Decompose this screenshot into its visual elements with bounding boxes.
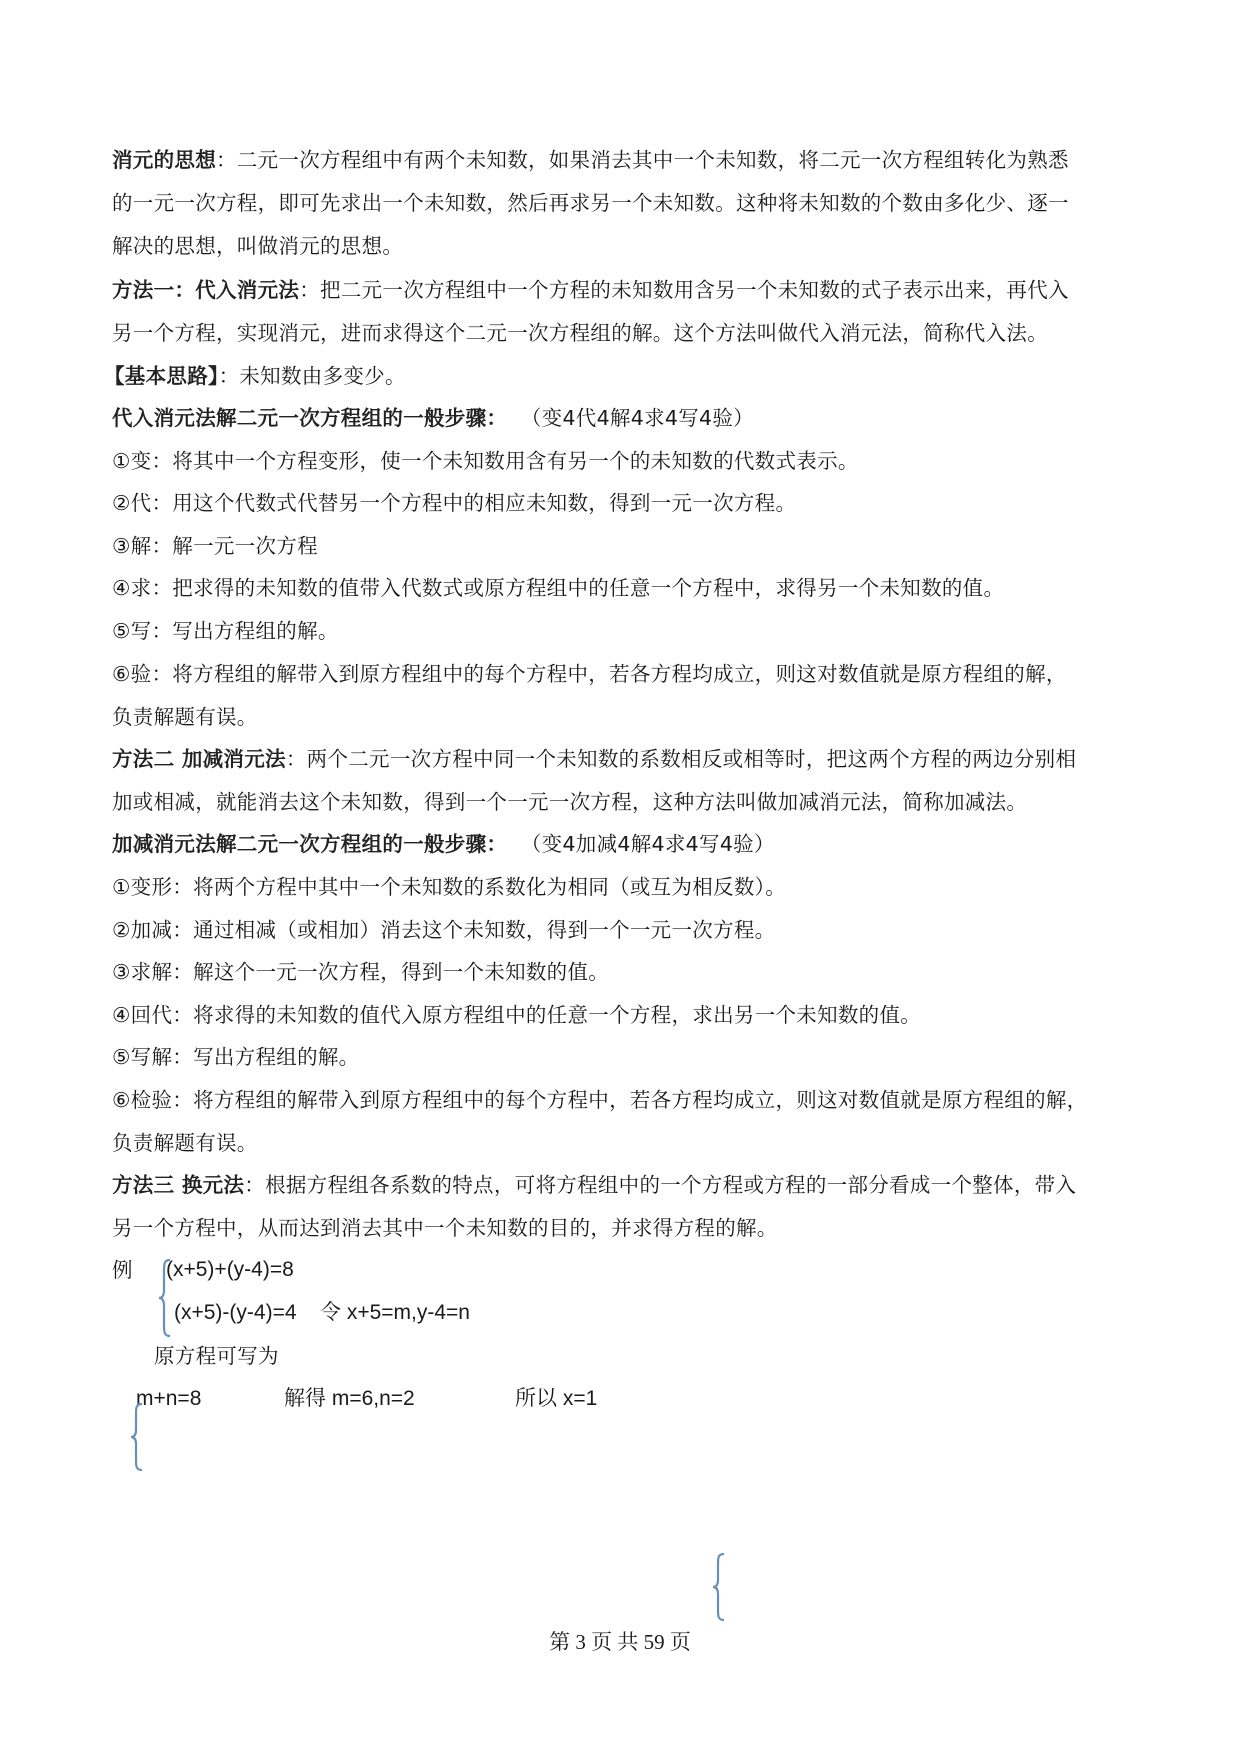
term-method-1: 方法一：代入消元法: [112, 278, 300, 302]
example-rewrite-label: 原方程可写为: [154, 1344, 279, 1368]
steps-mnemonic: （变4代4解4求4写4验）: [520, 406, 754, 430]
step-item: ④回代：将求得的未知数的值代入原方程组中的任意一个方程，求出另一个未知数的值。: [112, 1003, 922, 1027]
step-item: ②加减：通过相减（或相加）消去这个未知数，得到一个一元一次方程。: [112, 918, 776, 942]
paragraph-elimination-idea: 消元的思想：二元一次方程组中有两个未知数，如果消去其中一个未知数，将二元一次方程组转化为熟悉: [112, 148, 1069, 172]
text-line: 解决的思想，叫做消元的思想。: [112, 234, 404, 258]
left-brace-icon: [712, 1552, 728, 1622]
term-method-3: 方法三 换元法: [112, 1173, 245, 1197]
paragraph-basic-idea: 【基本思路】：未知数由多变少。: [104, 364, 406, 388]
example-conclusion: 所以 x=1: [515, 1387, 598, 1410]
example-label: 例: [112, 1258, 133, 1282]
step-item: ③求解：解这个一元一次方程，得到一个未知数的值。: [112, 960, 610, 984]
step-item: ④求：把求得的未知数的值带入代数式或原方程组中的任意一个方程中，求得另一个未知数的值。: [112, 576, 1005, 600]
paragraph-method-1: 方法一：代入消元法：把二元一次方程组中一个方程的未知数用含另一个未知数的式子表示出来，再代入: [112, 278, 1069, 302]
example-equation-3: m+n=8: [136, 1387, 202, 1410]
step-item-continued: 负责解题有误。: [112, 1131, 258, 1155]
text-line: 加或相减，就能消去这个未知数，得到一个一元一次方程，这种方法叫做加减消元法，简称加减法。: [112, 790, 1028, 814]
term-elimination-idea: 消元的思想: [112, 148, 216, 172]
left-brace-icon: [130, 1402, 146, 1472]
text-line: 另一个方程，实现消元，进而求得这个二元一次方程组的解。这个方法叫做代入消元法，简称代入法。: [112, 321, 1048, 345]
text-line: 另一个方程中，从而达到消去其中一个未知数的目的，并求得方程的解。: [112, 1216, 778, 1240]
paragraph-method-2: 方法二 加减消元法：两个二元一次方程中同一个未知数的系数相反或相等时，把这两个方程的两边分别相: [112, 747, 1077, 771]
step-item: ③解：解一元一次方程: [112, 534, 318, 558]
paragraph-method-3: 方法三 换元法：根据方程组各系数的特点，可将方程组中的一个方程或方程的一部分看成一个整体，带入: [112, 1173, 1077, 1197]
term-basic-idea: 【基本思路】: [104, 364, 219, 388]
example-substitution: 令 x+5=m,y-4=n: [320, 1301, 470, 1324]
step-item: ⑤写：写出方程组的解。: [112, 619, 339, 643]
example-solution-mn: 解得 m=6,n=2: [284, 1387, 415, 1410]
term-method-2: 方法二 加减消元法: [112, 747, 286, 771]
step-item: ⑥验：将方程组的解带入到原方程组中的每个方程中，若各方程均成立，则这对数值就是原方程组的解，: [112, 662, 1067, 686]
text-line: 的一元一次方程，即可先求出一个未知数，然后再求另一个未知数。这种将未知数的个数由多化少、逐一: [112, 191, 1069, 215]
step-item: ⑥检验：将方程组的解带入到原方程组中的每个方程中，若各方程均成立，则这对数值就是原方程组的解，: [112, 1088, 1088, 1112]
step-item: ⑤写解：写出方程组的解。: [112, 1045, 360, 1069]
heading-elimination-steps: 加减消元法解二元一次方程组的一般步骤： （变4加减4解4求4写4验）: [112, 832, 775, 856]
step-item: ②代：用这个代数式代替另一个方程中的相应未知数，得到一元一次方程。: [112, 491, 797, 515]
page-number-footer: 第 3 页 共 59 页: [549, 1630, 691, 1654]
step-item: ①变形：将两个方程中其中一个未知数的系数化为相同（或互为相反数）。: [112, 875, 787, 899]
step-item: ①变：将其中一个方程变形，使一个未知数用含有另一个的未知数的代数式表示。: [112, 449, 859, 473]
steps-mnemonic: （变4加减4解4求4写4验）: [520, 832, 775, 856]
step-item-continued: 负责解题有误。: [112, 705, 258, 729]
example-equation-2: (x+5)-(y-4)=4: [174, 1301, 297, 1324]
example-equation-1: (x+5)+(y-4)=8: [166, 1258, 294, 1281]
heading-substitution-steps: 代入消元法解二元一次方程组的一般步骤： （变4代4解4求4写4验）: [112, 406, 754, 430]
